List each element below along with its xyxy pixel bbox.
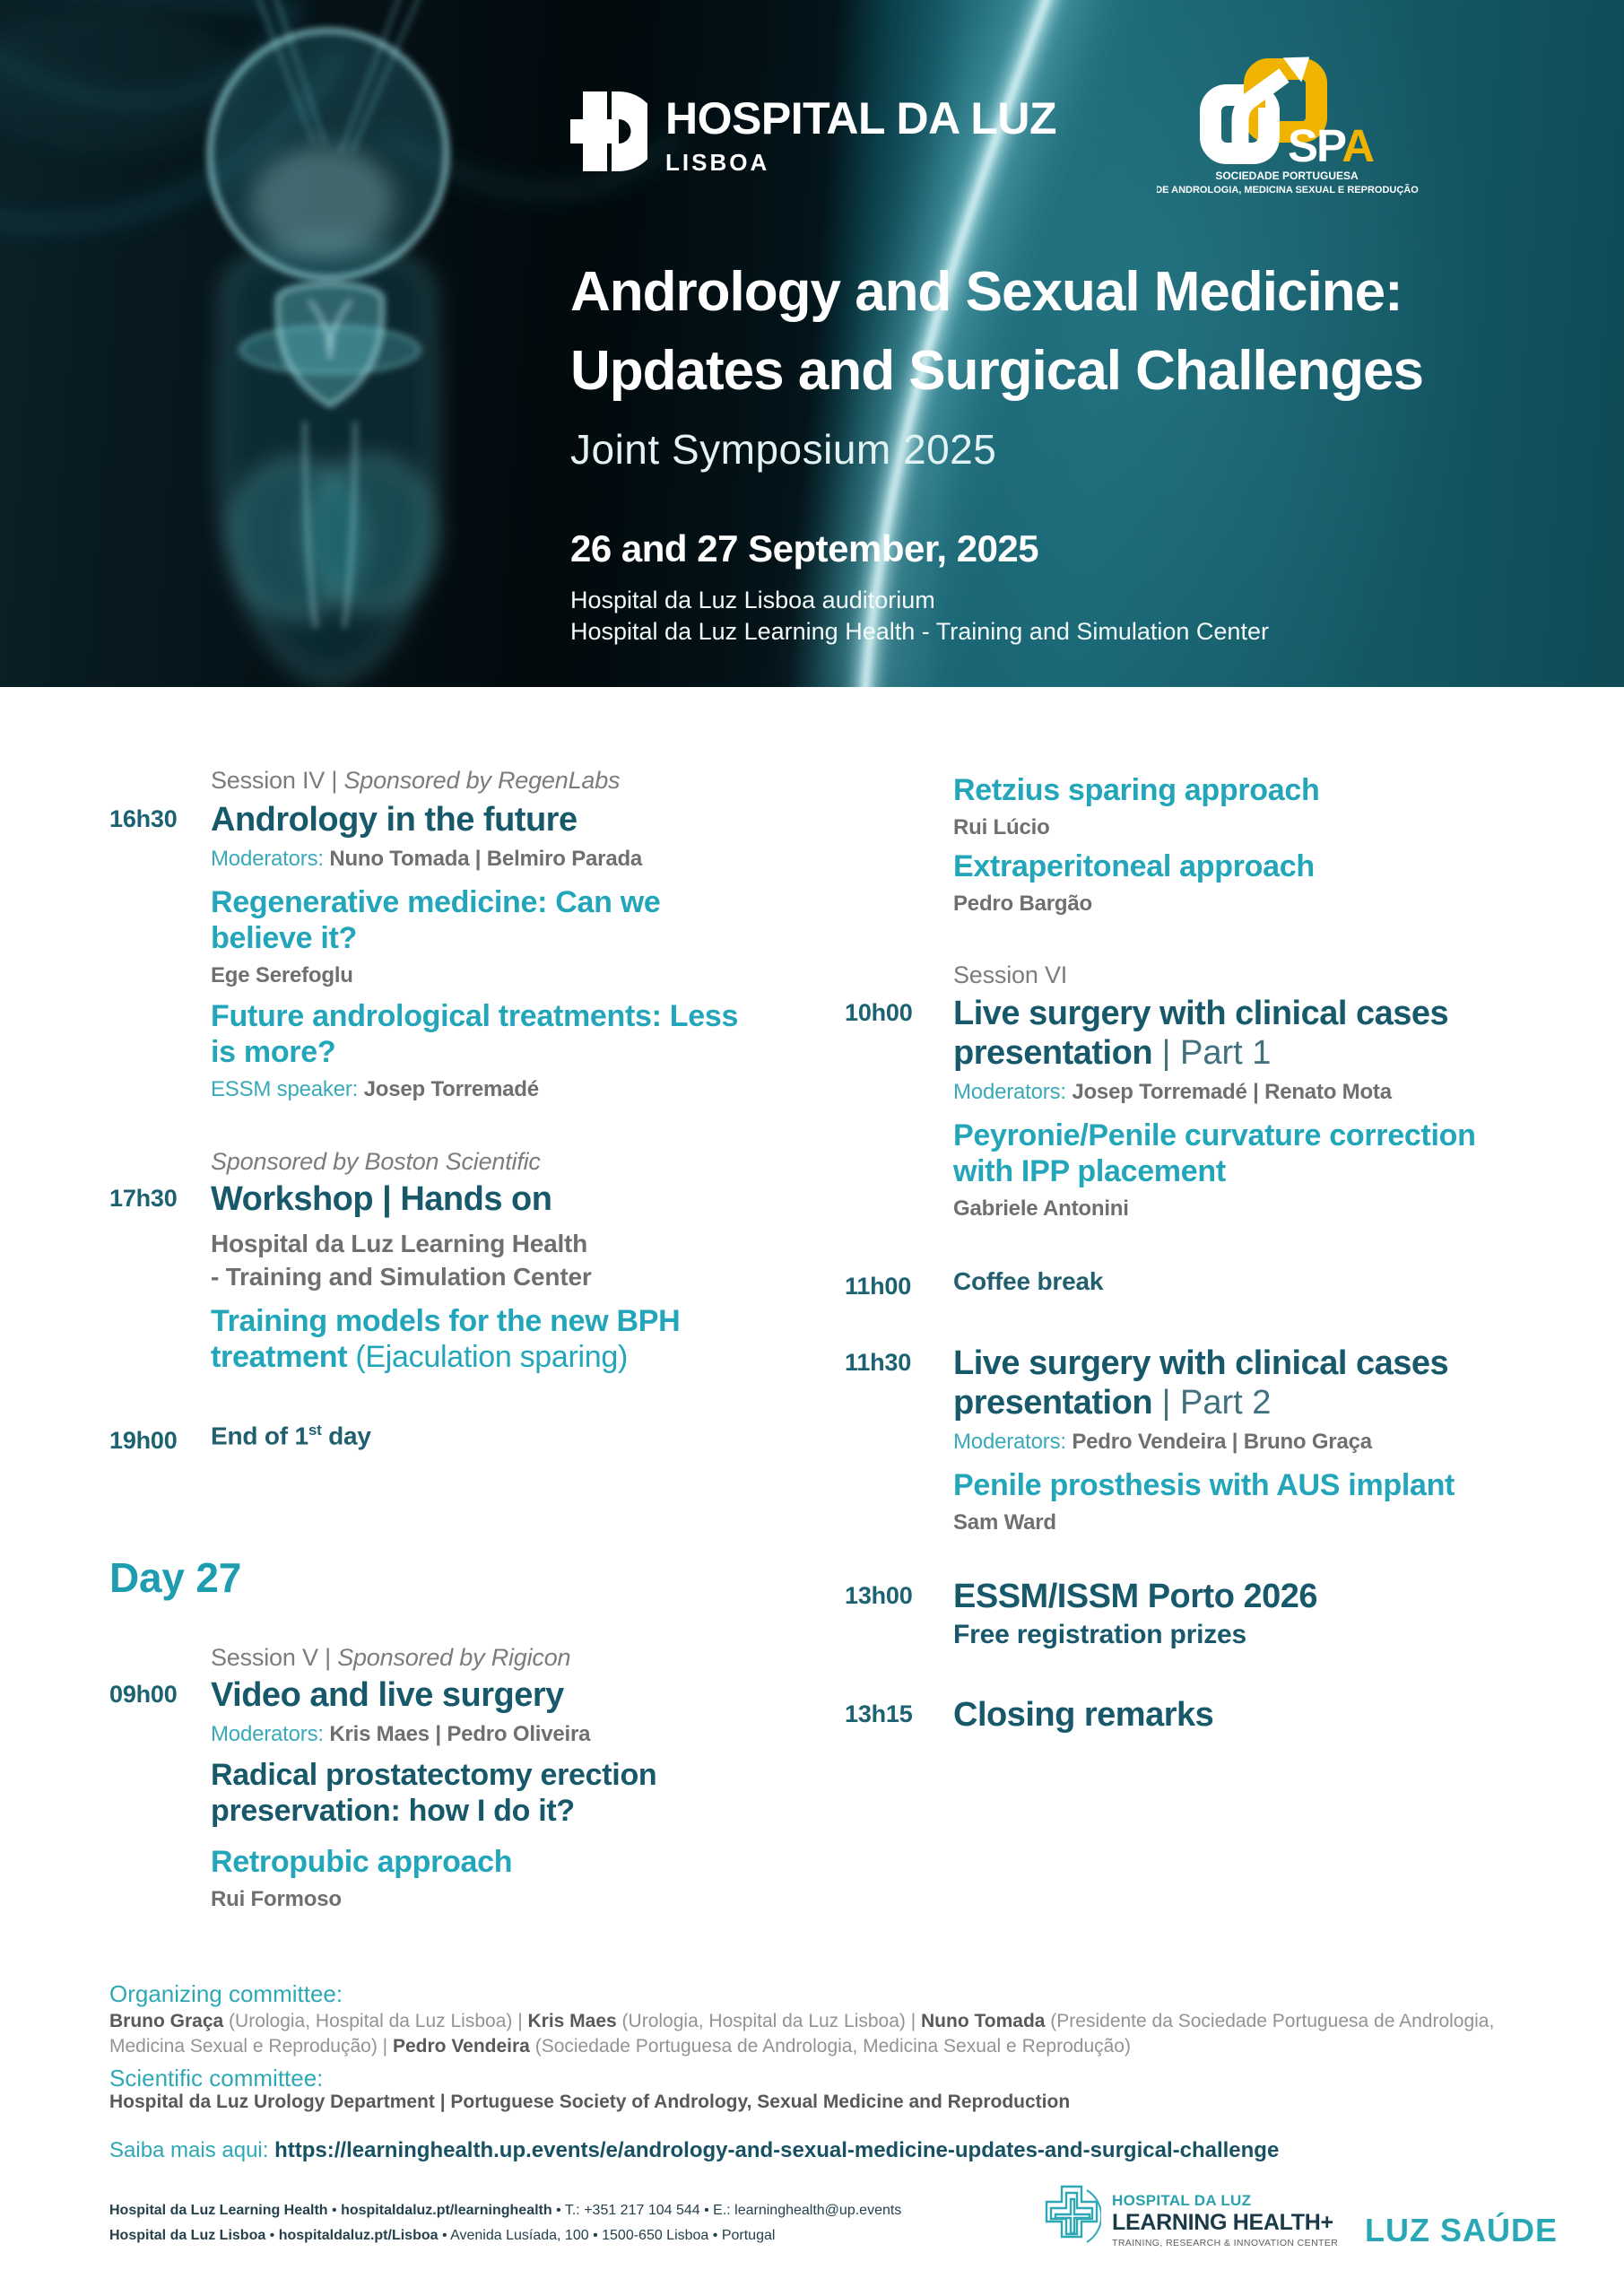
block-body: [953, 1344, 1580, 1455]
talk-title: [211, 1844, 854, 1880]
hospital-da-luz-wordmark: HOSPITAL DA LUZ: [665, 93, 1057, 144]
block-body: [953, 848, 1580, 917]
l-workshop: [109, 1179, 854, 1293]
l-radical: [109, 1757, 854, 1829]
l-video: [109, 1675, 854, 1747]
block-body: [953, 1267, 1580, 1296]
venue-line: Hospital da Luz Learning Health: [211, 1230, 588, 1257]
l-sess5: [109, 1644, 854, 1672]
title-line-text: presentation: [953, 1034, 1153, 1072]
learning-health-line1: HOSPITAL DA LUZ: [1112, 2192, 1252, 2209]
spa-logo: [1157, 52, 1426, 204]
title-line-text: Live surgery with clinical cases: [953, 1344, 1449, 1382]
title-line-text: Workshop | Hands on: [211, 1180, 552, 1218]
l-future: [109, 998, 854, 1102]
talk-title: [953, 1467, 1580, 1503]
title-line-text: Peyronie/Penile curvature correction: [953, 1118, 1476, 1152]
time-label: 10h00: [845, 999, 913, 1026]
ordinal-suffix: st: [308, 1422, 322, 1439]
venue-line-2: Hospital da Luz Learning Health - Training and Simulation Center: [570, 618, 1269, 645]
event-title: [953, 994, 1580, 1073]
block-body: [211, 1757, 854, 1829]
session-sponsor: Sponsored by RegenLabs: [343, 767, 621, 794]
r-live2: [845, 1344, 1580, 1455]
name-bold: hospitaldaluz.pt/learninghealth: [341, 2203, 552, 2218]
moderators-line: [211, 847, 854, 872]
event-title-line2: Updates and Surgical Challenges: [570, 340, 1423, 402]
footer-contact-line-1: [109, 2203, 901, 2219]
l-end: [109, 1422, 854, 1454]
organizing-committee-line-2: [109, 2034, 1131, 2059]
title-line-text: treatment: [211, 1340, 348, 1374]
talk-title: [953, 772, 1580, 808]
moderators-label: Moderators:: [211, 1722, 330, 1746]
l-training: [109, 1303, 854, 1375]
text-segment: • Avenida Lusíada, 100 • 1500-650 Lisboa • Portugal: [438, 2228, 776, 2243]
learning-health-cross-icon: [1044, 2183, 1101, 2251]
moderators-label: Moderators:: [211, 847, 330, 871]
event-subtitle: Free registration prizes: [953, 1620, 1246, 1649]
speaker-line: [953, 891, 1580, 917]
name-bold: hospitaldaluz.pt/Lisboa: [278, 2228, 439, 2243]
name-bold: Kris Maes: [527, 2011, 617, 2031]
day-header: Day 27: [109, 1554, 242, 1601]
block-body: [211, 1303, 854, 1375]
organizing-committee-label: Organizing committee:: [109, 1980, 343, 2007]
spa-acronym: SPA: [1288, 120, 1374, 171]
event-title: Closing remarks: [953, 1696, 1214, 1734]
speaker-line: [953, 1510, 1580, 1535]
venue-line-1: Hospital da Luz Lisboa auditorium: [570, 587, 935, 613]
time-label: 11h30: [845, 1349, 912, 1376]
l-sess4: [109, 767, 854, 795]
block-body: [211, 1675, 854, 1747]
scientific-committee-line: Hospital da Luz Urology Department | Portuguese Society of Andrology, Sexual Medicine and Reproduction: [109, 2092, 1071, 2112]
learning-health-logo: [1044, 2183, 1338, 2251]
speaker-line: [953, 1196, 1580, 1222]
event-title-line1: Andrology and Sexual Medicine:: [570, 261, 1403, 323]
text-segment: Medicina Sexual e Reprodução) |: [109, 2036, 393, 2057]
block-body: [211, 767, 854, 795]
title-part-suffix: | Part 1: [1152, 1034, 1272, 1072]
text-segment: •: [265, 2228, 279, 2243]
talk-title: [211, 1303, 854, 1375]
block-body: [953, 1467, 1580, 1535]
r-sess6: [845, 961, 1580, 989]
moderators-names: Nuno Tomada | Belmiro Parada: [329, 847, 643, 871]
event-venue: [211, 1227, 854, 1293]
registration-url: https://learninghealth.up.events/e/andrology-and-sexual-medicine-updates-and-surgical-challenge: [274, 2138, 1280, 2162]
spa-tagline-2: DE ANDROLOGIA, MEDICINA SEXUAL E REPRODUÇÃO: [1157, 185, 1419, 196]
speaker-name: Sam Ward: [953, 1510, 1056, 1535]
time-label: 13h15: [845, 1700, 913, 1727]
speaker-name: Rui Formoso: [211, 1887, 342, 1911]
moderators-line: [953, 1430, 1580, 1455]
talk-title: [211, 998, 854, 1070]
moderators-names: Pedro Vendeira | Bruno Graça: [1072, 1430, 1372, 1454]
speaker-line: [211, 963, 854, 988]
r-extra: [845, 848, 1580, 917]
event-title: ESSM/ISSM Porto 2026: [953, 1578, 1318, 1615]
title-line-text: Retropubic approach: [211, 1845, 513, 1879]
moderators-label: Moderators:: [953, 1430, 1073, 1454]
moderators-names: Josep Torremadé | Renato Mota: [1072, 1080, 1392, 1104]
block-body: [211, 884, 854, 988]
l-day27: [109, 1553, 854, 1602]
spa-logo-graphic: [1157, 52, 1426, 200]
title-line-text: Training models for the new BPH: [211, 1304, 681, 1338]
block-body: [211, 1422, 854, 1450]
moderators-line: [211, 1722, 854, 1747]
event-title: [211, 1675, 854, 1715]
time-label: 11h00: [845, 1273, 912, 1300]
title-line-text: Retzius sparing approach: [953, 773, 1320, 807]
luz-saude-logo: LUZ SAÚDE: [1365, 2212, 1558, 2248]
speaker-line: [211, 1887, 854, 1912]
speaker-name: Ege Serefoglu: [211, 963, 353, 987]
text-segment: (Urologia, Hospital da Luz Lisboa) |: [223, 2011, 528, 2031]
event-title: [953, 1344, 1580, 1422]
title-line-text: presentation: [953, 1384, 1153, 1422]
title-line-text: Extraperitoneal approach: [953, 849, 1315, 883]
block-body: [211, 998, 854, 1102]
block-body: [953, 772, 1580, 840]
name-bold: Bruno Graça: [109, 2011, 224, 2031]
name-bold: Hospital da Luz Learning Health: [109, 2203, 328, 2218]
event-dates: 26 and 27 September, 2025: [570, 527, 1039, 570]
title-line-text: Penile prosthesis with AUS implant: [953, 1468, 1455, 1502]
speaker-name: Pedro Bargão: [953, 891, 1092, 916]
title-line-text: is more?: [211, 1035, 336, 1069]
event-text: End of 1st day: [211, 1422, 371, 1450]
more-info-line: [109, 2138, 1279, 2163]
l-retro: [109, 1844, 854, 1912]
session-sponsor: Sponsored by Boston Scientific: [211, 1148, 541, 1175]
text-segment: (Presidente da Sociedade Portuguesa de Andrologia,: [1045, 2011, 1495, 2031]
talk-title: [953, 1118, 1580, 1189]
scientific-committee-label: Scientific committee:: [109, 2065, 324, 2092]
name-bold: Hospital da Luz Lisboa: [109, 2228, 266, 2243]
r-penile: [845, 1467, 1580, 1535]
hospital-da-luz-logo: [570, 91, 1056, 177]
speaker-label: ESSM speaker:: [211, 1077, 364, 1101]
more-info-label: Saiba mais aqui:: [109, 2138, 275, 2162]
block-body: [211, 1148, 854, 1176]
time-label: 09h00: [109, 1681, 178, 1708]
r-coffee: [845, 1267, 1580, 1300]
title-line-text: Video and live surgery: [211, 1676, 564, 1714]
block-body: [211, 1179, 854, 1293]
title-line-text: Live surgery with clinical cases: [953, 995, 1449, 1032]
block-body: [211, 800, 854, 872]
l-boston: [109, 1148, 854, 1176]
name-bold: Nuno Tomada: [921, 2011, 1046, 2031]
venue-line: - Training and Simulation Center: [211, 1263, 592, 1291]
title-line-text: Regenerative medicine: Can we: [211, 885, 661, 919]
hospital-da-luz-city: LISBOA: [665, 149, 770, 176]
footer-contact-line-2: [109, 2228, 775, 2244]
block-body: [953, 994, 1580, 1105]
moderators-label: Moderators:: [953, 1080, 1073, 1104]
talk-title: [211, 1757, 854, 1829]
moderators-names: Kris Maes | Pedro Oliveira: [329, 1722, 591, 1746]
title-part-suffix: | Part 2: [1152, 1384, 1272, 1422]
speaker-name: Rui Lúcio: [953, 815, 1050, 839]
block-body: [953, 1695, 1580, 1735]
moderators-line: [953, 1080, 1580, 1105]
title-line-text: with IPP placement: [953, 1154, 1226, 1188]
l-regen: [109, 884, 854, 988]
r-peyronie: [845, 1118, 1580, 1222]
learning-health-line3: TRAINING, RESEARCH & INNOVATION CENTER: [1112, 2238, 1339, 2248]
session-label: Session V |: [211, 1644, 338, 1671]
event-title: [211, 1179, 854, 1219]
title-line-text: believe it?: [211, 921, 357, 955]
time-label: 19h00: [109, 1427, 178, 1454]
name-bold: Pedro Vendeira: [392, 2036, 530, 2057]
title-line-text: preservation: how I do it?: [211, 1794, 575, 1828]
text-segment: (Sociedade Portuguesa de Andrologia, Medicina Sexual e Reprodução): [529, 2036, 1131, 2057]
talk-title: [953, 848, 1580, 884]
event-title: [570, 253, 1423, 411]
text-segment: •: [327, 2203, 342, 2218]
time-label: 16h30: [109, 805, 178, 832]
hospital-da-luz-cross-icon: [570, 91, 647, 172]
event-text: Coffee break: [953, 1267, 1104, 1295]
talk-title: [211, 884, 854, 956]
learning-health-line2: LEARNING HEALTH+: [1112, 2210, 1333, 2235]
session-label: Session VI: [953, 961, 1068, 988]
speaker-line: [953, 815, 1580, 840]
text-segment: (Urologia, Hospital da Luz Lisboa) |: [616, 2011, 922, 2031]
session-sponsor: Sponsored by Rigicon: [337, 1644, 571, 1671]
organizing-committee-line-1: [109, 2009, 1494, 2034]
block-body: [953, 1577, 1580, 1650]
title-line-text: Future andrological treatments: Less: [211, 999, 739, 1033]
r-closing: [845, 1695, 1580, 1735]
event-venues: [570, 585, 1269, 648]
title-line-text: Radical prostatectomy erection: [211, 1758, 657, 1792]
block-body: [953, 1118, 1580, 1222]
spa-tagline-1: SOCIEDADE PORTUGUESA: [1215, 170, 1359, 182]
title-line-text: Andrology in the future: [211, 801, 578, 839]
event-subtitle: Joint Symposium 2025: [570, 426, 997, 473]
text-segment: • T.: +351 217 104 544 • E.: learninghealth@up.events: [551, 2203, 902, 2218]
r-retzius: [845, 772, 1580, 840]
session-label: Session IV |: [211, 767, 344, 794]
r-live1: [845, 994, 1580, 1105]
r-essm: [845, 1577, 1580, 1650]
poster-header: [0, 0, 1624, 687]
speaker-name: Gabriele Antonini: [953, 1196, 1129, 1221]
block-body: [211, 1644, 854, 1672]
l-andro: [109, 800, 854, 872]
title-light-suffix: (Ejaculation sparing): [347, 1340, 629, 1374]
time-label: 17h30: [109, 1185, 178, 1212]
block-body: [211, 1844, 854, 1912]
time-label: 13h00: [845, 1582, 913, 1609]
block-body: [953, 961, 1580, 989]
event-title: [211, 800, 854, 839]
speaker-name: Josep Torremadé: [363, 1077, 539, 1101]
speaker-line: [211, 1077, 854, 1102]
